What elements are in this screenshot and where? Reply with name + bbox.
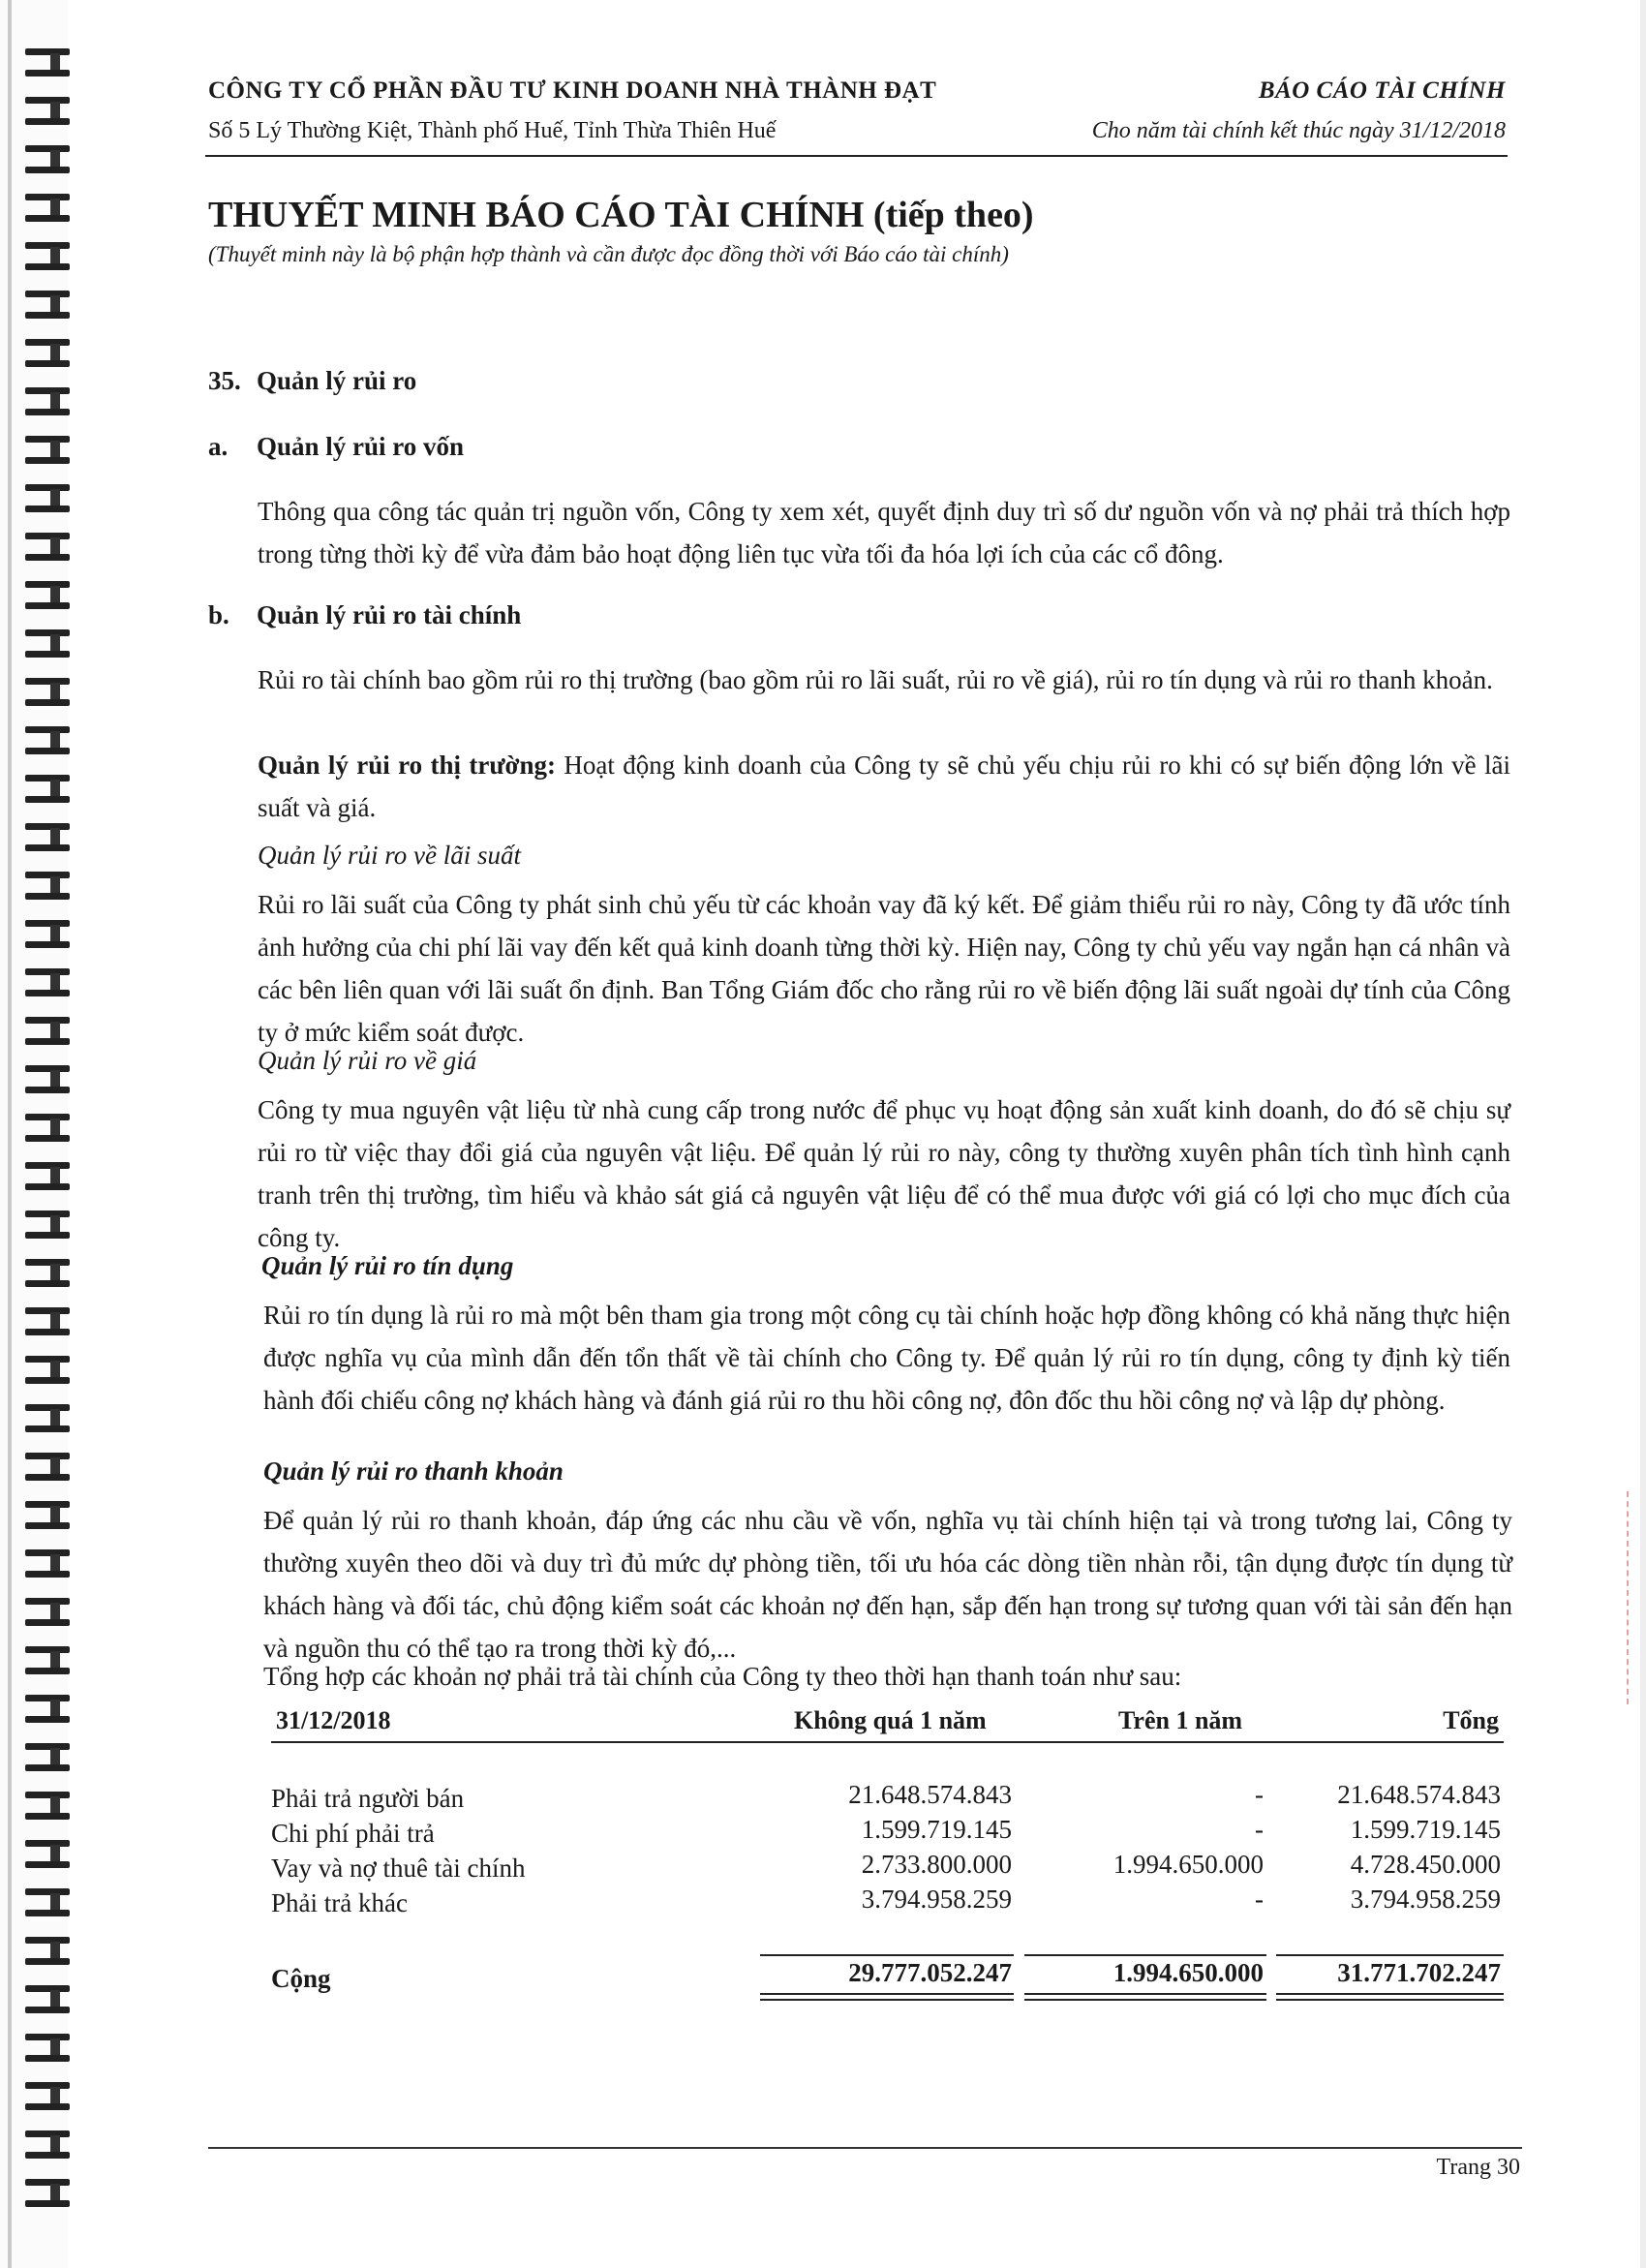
binding-ring (25, 194, 70, 227)
liquidity-risk-text: Để quản lý rủi ro thanh khoản, đáp ứng các nhu cầu về vốn, nghĩa vụ tài chính hiện tại và trong tương lai, Công ty thường xuyên theo dõi và duy trì đủ mức dự phòng tiền, tối ưu hóa các dòng tiền nhàn rỗi, tận dụng được tín dụng từ khách hàng và đối tác, chủ động kiểm soát các khoản nợ đến hạn, sắp đến hạn trong sự tương quan với tài sản đến hạn và nguồn thu có thể tạo ra trong thời kỳ đó,... (263, 1506, 1512, 1663)
binding-ring (25, 1017, 70, 1050)
header-divider (205, 155, 1508, 157)
price-risk-heading: Quản lý rủi ro về giá (258, 1046, 477, 1075)
cell-total: 21.648.574.843 (1337, 1780, 1501, 1809)
row-label: Chi phí phải trả (271, 1819, 435, 1848)
company-name: CÔNG TY CỔ PHẦN ĐẦU TƯ KINH DOANH NHÀ THÀNH ĐẠT (208, 77, 937, 104)
cell-over: - (1255, 1815, 1264, 1844)
binding-ring (25, 1162, 70, 1195)
binding-ring (25, 1549, 70, 1582)
table-header-rule (271, 1741, 1504, 1743)
binding-ring (25, 1888, 70, 1921)
spiral-binding (0, 0, 68, 2268)
footer-divider (208, 2147, 1522, 2149)
subsection-a-heading: Quản lý rủi ro vốn (257, 432, 465, 461)
binding-ring (25, 1646, 70, 1679)
double-rule (1024, 1999, 1266, 2001)
table-header-total: Tổng (1443, 1706, 1499, 1734)
table-header-over-1-year: Trên 1 năm (1118, 1706, 1243, 1734)
binding-ring (25, 1937, 70, 1970)
binding-ring (25, 2179, 70, 2212)
binding-ring (25, 242, 70, 275)
company-address: Số 5 Lý Thường Kiệt, Thành phố Huế, Tỉnh Thừa Thiên Huế (208, 118, 777, 143)
binding-ring (25, 339, 70, 372)
binding-ring (25, 2130, 70, 2163)
binding-ring (25, 1453, 70, 1486)
binding-ring (25, 581, 70, 614)
page-number: Trang 30 (1436, 2155, 1520, 2180)
section-number: 35. (208, 366, 241, 395)
double-rule (1276, 1999, 1504, 2001)
binding-ring (25, 484, 70, 517)
sum-rule-top (1276, 1954, 1504, 1956)
binding-ring (25, 1695, 70, 1728)
subsection-a-letter: a. (208, 432, 229, 461)
total-within: 29.777.052.247 (848, 1958, 1012, 1987)
binding-ring (25, 726, 70, 759)
binding-ring (25, 1840, 70, 1873)
binding-ring (25, 97, 70, 130)
sum-rule-top (760, 1954, 1014, 1956)
market-risk-label: Quản lý rủi ro thị trường: (258, 751, 557, 780)
cell-within: 1.599.719.145 (861, 1815, 1012, 1844)
binding-ring (25, 629, 70, 662)
total-over: 1.994.650.000 (1113, 1958, 1264, 1987)
binding-ring (25, 291, 70, 323)
binding-ring (25, 1792, 70, 1824)
section-heading: Quản lý rủi ro (257, 366, 417, 395)
report-name: BÁO CÁO TÀI CHÍNH (1258, 77, 1506, 104)
cell-within: 3.794.958.259 (861, 1885, 1012, 1914)
double-rule (1276, 1993, 1504, 1995)
binding-ring (25, 1598, 70, 1631)
liquidity-risk-heading: Quản lý rủi ro thanh khoản (263, 1456, 564, 1486)
binding-ring (25, 1743, 70, 1776)
page-subtitle: (Thuyết minh này là bộ phận hợp thành và cần được đọc đồng thời với Báo cáo tài chính) (208, 242, 1009, 266)
page-edge (1640, 0, 1646, 2268)
binding-ring (25, 1356, 70, 1389)
binding-ring (25, 533, 70, 566)
interest-risk-text: Rủi ro lãi suất của Công ty phát sinh chủ yếu từ các khoản vay đã ký kết. Để giảm thiểu rủi ro này, Công ty đã ước tính ảnh hưởng của chi phí lãi vay đến kết quả kinh doanh từng thời kỳ. Hiện nay, Công ty chủ yếu vay ngắn hạn cá nhân và các bên liên quan với lãi suất ổn định. Ban Tổng Giám đốc cho rằng rủi ro về biến động lãi suất ngoài dự tính của Công ty ở mức kiểm soát được. (258, 890, 1510, 1047)
binding-ring (25, 1259, 70, 1292)
price-risk-text: Công ty mua nguyên vật liệu từ nhà cung cấp trong nước để phục vụ hoạt động sản xuất kinh doanh, do đó sẽ chịu sự rủi ro từ việc thay đổi giá của nguyên vật liệu. Để quản lý rủi ro này, công ty thường xuyên phân tích tình hình cạnh tranh trên thị trường, tìm hiểu và khảo sát giá cả nguyên vật liệu để có thể mua được với giá có lợi cho mục đích của công ty. (258, 1095, 1510, 1252)
red-stamp-mark (1627, 1491, 1642, 1704)
double-rule (760, 1993, 1014, 1995)
binding-ring (25, 1501, 70, 1534)
binding-ring (25, 775, 70, 808)
interest-risk-heading: Quản lý rủi ro về lãi suất (258, 841, 521, 870)
binding-ring (25, 1065, 70, 1098)
market-risk-text: Hoạt động kinh doanh của Công ty sẽ chủ yếu chịu rủi ro khi có sự biến động lớn về lãi suất và giá. (258, 751, 1510, 822)
binding-ring (25, 1307, 70, 1340)
cell-within: 2.733.800.000 (861, 1850, 1012, 1879)
capital-risk-text: Thông qua công tác quản trị nguồn vốn, Công ty xem xét, quyết định duy trì số dư nguồn vốn và nợ phải trả thích hợp trong từng thời kỳ để vừa đảm bảo hoạt động liên tục vừa tối đa hóa lợi ích của các cổ đông. (258, 497, 1510, 568)
row-label: Vay và nợ thuê tài chính (271, 1854, 526, 1883)
binding-ring (25, 920, 70, 953)
binding-ring (25, 2082, 70, 2115)
cell-over: - (1255, 1780, 1264, 1809)
row-label: Phải trả khác (271, 1888, 408, 1917)
table-header-date: 31/12/2018 (276, 1706, 391, 1734)
binding-ring (25, 872, 70, 904)
binding-ring (25, 1985, 70, 2018)
cell-within: 21.648.574.843 (848, 1780, 1012, 1809)
binding-ring (25, 678, 70, 711)
cell-total: 1.599.719.145 (1350, 1815, 1501, 1844)
market-risk-paragraph (258, 744, 1510, 829)
page-title: THUYẾT MINH BÁO CÁO TÀI CHÍNH (tiếp theo) (208, 195, 1034, 235)
total-total: 31.771.702.247 (1337, 1958, 1501, 1987)
report-period: Cho năm tài chính kết thúc ngày 31/12/2018 (1091, 118, 1506, 143)
binding-ring (25, 968, 70, 1001)
page-header (208, 77, 1506, 155)
double-rule (1024, 1993, 1266, 1995)
table-intro: Tổng hợp các khoản nợ phải trả tài chính của Công ty theo thời hạn thanh toán như sau: (263, 1662, 1182, 1691)
binding-ring (25, 1404, 70, 1437)
binding-ring (25, 145, 70, 178)
row-label: Phải trả người bán (271, 1784, 465, 1813)
binding-ring (25, 387, 70, 420)
binding-ring (25, 48, 70, 81)
credit-risk-heading: Quản lý rủi ro tín dụng (261, 1251, 514, 1280)
table-header-within-1-year: Không quá 1 năm (794, 1706, 987, 1734)
cell-over: - (1255, 1885, 1264, 1914)
cell-over: 1.994.650.000 (1113, 1850, 1264, 1879)
binding-ring (25, 2034, 70, 2067)
total-label: Cộng (271, 1964, 331, 1993)
subsection-b-letter: b. (208, 600, 229, 629)
credit-risk-text: Rủi ro tín dụng là rủi ro mà một bên tham gia trong một công cụ tài chính hoặc hợp đồng không có khả năng thực hiện được nghĩa vụ của mình dẫn đến tổn thất về tài chính cho Công ty. Để quản lý rủi ro tín dụng, công ty định kỳ tiến hành đối chiếu công nợ khách hàng và đánh giá rủi ro thu hồi công nợ, đôn đốc thu hồi công nợ và lập dự phòng. (263, 1301, 1510, 1415)
binding-ring (25, 436, 70, 469)
binding-ring (25, 1211, 70, 1243)
cell-total: 3.794.958.259 (1350, 1885, 1501, 1914)
sum-rule-top (1024, 1954, 1266, 1956)
financial-risk-intro: Rủi ro tài chính bao gồm rủi ro thị trường (bao gồm rủi ro lãi suất, rủi ro về giá), rủi ro tín dụng và rủi ro thanh khoản. (258, 665, 1493, 694)
double-rule (760, 1999, 1014, 2001)
cell-total: 4.728.450.000 (1350, 1850, 1501, 1879)
binding-ring (25, 823, 70, 856)
binding-ring (25, 1114, 70, 1147)
subsection-b-heading: Quản lý rủi ro tài chính (257, 600, 522, 629)
